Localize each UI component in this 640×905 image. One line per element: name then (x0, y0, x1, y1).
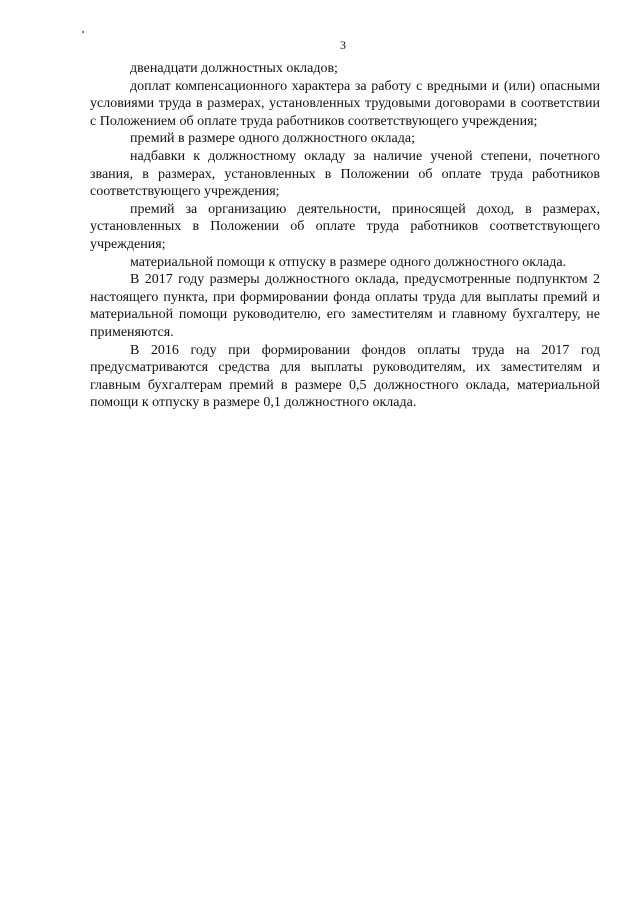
page-number: 3 (340, 38, 346, 52)
paragraph-2016-funds: В 2016 году при формировании фондов оплаты труда на 2017 год предусматриваются средства для выплаты руководителям, их заместителям и главным бухгалтерам премий в размере 0,5 должностного оклада, материальной помощи к отпуску в размере 0,1 должностного оклада. (90, 342, 600, 411)
paragraph-compensation-payments: доплат компенсационного характера за работу с вредными и (или) опасными условиями труда в размерах, установленных трудовыми договорами в соответствии с Положением об оплате труда работников соответствующего учреждения; (90, 78, 600, 129)
paragraph-degree-allowance: надбавки к должностному окладу за наличие ученой степени, почетного звания, в размерах, установленных в Положении об оплате труда работников соответствующего учреждения; (90, 148, 600, 200)
paragraph-twelve-salaries: двенадцати должностных окладов; (130, 61, 338, 76)
paragraph-vacation-aid: материальной помощи к отпуску в размере одного должностного оклада. (130, 254, 567, 270)
document-body (90, 60, 600, 412)
paragraph-bonus-one-salary: премий в размере одного должностного оклада; (130, 131, 415, 147)
paragraph-income-activity-bonus: премий за организацию деятельности, приносящей доход, в размерах, установленных в Положении об оплате труда работников соответствующего учреждения; (90, 201, 600, 252)
paragraph-2017-rule: В 2017 году размеры должностного оклада, предусмотренные подпунктом 2 настоящего пункта, при формировании фонда оплаты труда для выплаты премий и материальной помощи руководителю, его заместителям и главному бухгалтеру, не применяются. (90, 272, 600, 340)
scan-speck (82, 31, 84, 33)
